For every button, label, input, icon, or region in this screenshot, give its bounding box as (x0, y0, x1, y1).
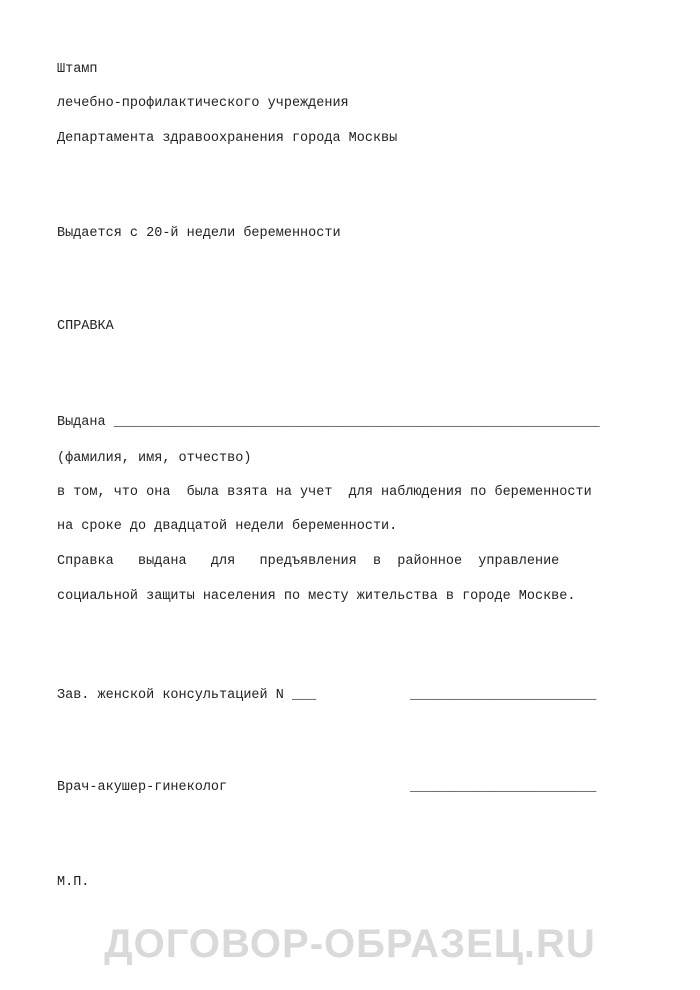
body-line-4: социальной защиты населения по месту жительства в городе Москве. (57, 589, 576, 604)
body-line-3: Справка выдана для предъявления в районное управление (57, 554, 560, 569)
head-signature-line: _______________________ (410, 688, 597, 703)
watermark: ДОГОВОР-ОБРАЗЕЦ.RU (104, 922, 596, 966)
department-label: Департамента здравоохранения города Москвы (57, 131, 398, 146)
doctor-signature-label: Врач-акушер-гинеколог (57, 780, 228, 795)
document-title: СПРАВКА (57, 319, 114, 334)
doctor-signature-line: _______________________ (410, 780, 597, 795)
seal-label: М.П. (57, 875, 90, 890)
issue-note: Выдается с 20-й недели беременности (57, 226, 341, 241)
name-hint: (фамилия, имя, отчество) (57, 451, 252, 466)
stamp-label: Штамп (57, 62, 98, 77)
issued-to-field: Выдана ____________________________________________________________ (57, 415, 600, 430)
body-line-1: в том, что она была взята на учет для наблюдения по беременности (57, 485, 592, 500)
institution-label: лечебно-профилактического учреждения (57, 96, 349, 111)
head-signature-label: Зав. женской консультацией N ___ (57, 688, 317, 703)
body-line-2: на сроке до двадцатой недели беременности. (57, 519, 398, 534)
